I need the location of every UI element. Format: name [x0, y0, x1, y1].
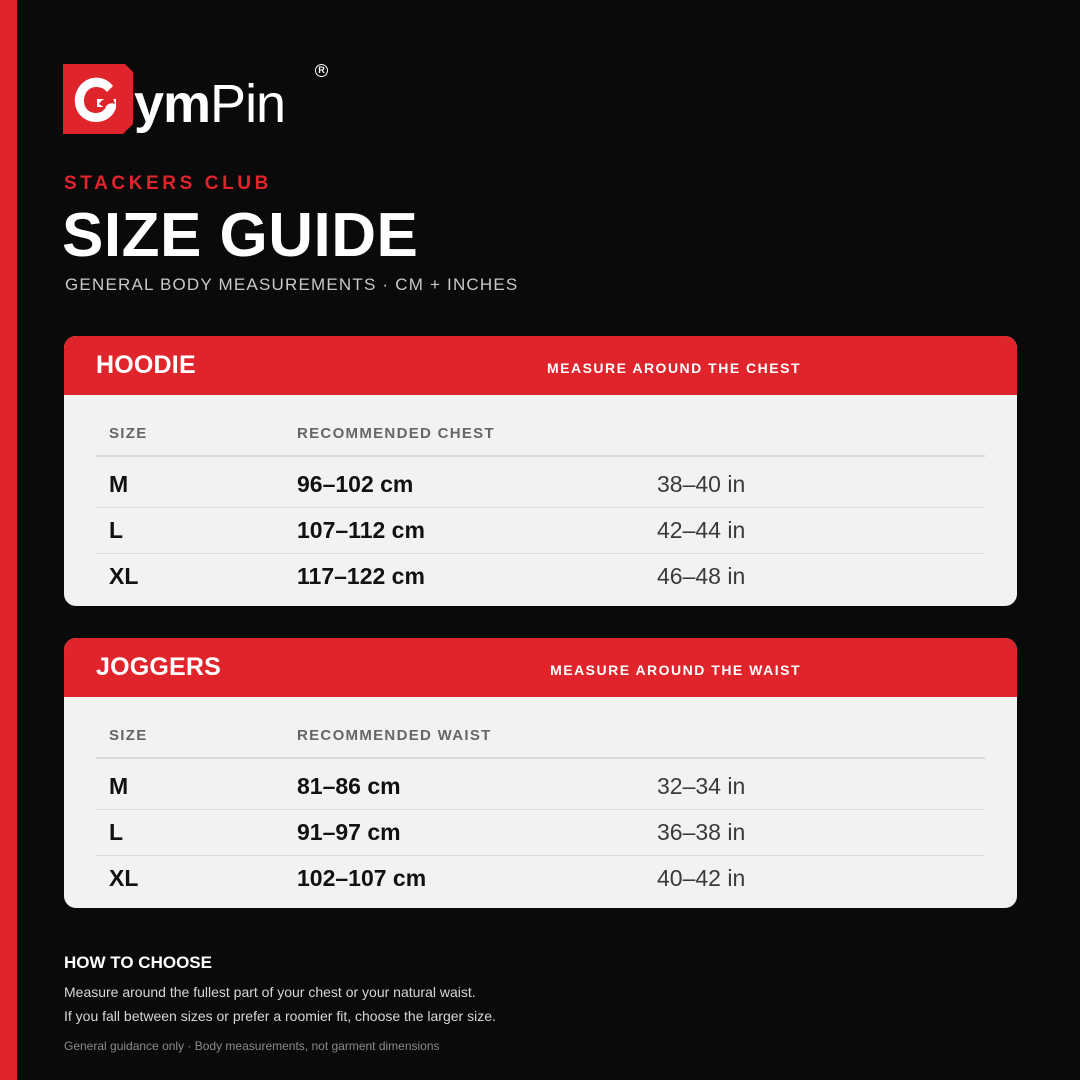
column-header-recommended: RECOMMENDED CHEST	[297, 425, 495, 442]
table-row	[96, 809, 985, 855]
hoodie-card-header	[64, 336, 1017, 395]
cm-cell: 91–97 cm	[297, 819, 401, 845]
table-header-divider	[96, 757, 985, 759]
table-row	[96, 855, 985, 901]
inch-cell: 40–42 in	[657, 865, 746, 891]
gympin-g-logo-icon	[63, 64, 133, 134]
size-cell: M	[109, 471, 129, 497]
size-cell: L	[109, 517, 124, 543]
column-header-recommended: RECOMMENDED WAIST	[297, 727, 492, 744]
hoodie-size-table	[64, 395, 1017, 606]
table-header-divider	[96, 455, 985, 457]
inch-cell: 46–48 in	[657, 563, 746, 589]
inch-cell: 36–38 in	[657, 819, 746, 845]
hoodie-card-title: HOODIE	[96, 351, 196, 379]
column-header-size: SIZE	[109, 425, 148, 442]
registered-mark: R	[315, 64, 328, 77]
logo-wordmark	[134, 76, 285, 132]
how-to-choose-text-1: Measure around the fullest part of your chest or your natural waist.	[64, 984, 476, 1000]
page-subtitle: GENERAL BODY MEASUREMENTS · CM + INCHES	[65, 275, 519, 294]
joggers-size-table	[64, 697, 1017, 908]
hoodie-measure-instruction: MEASURE AROUND THE CHEST	[546, 360, 801, 376]
cm-cell: 117–122 cm	[297, 563, 425, 589]
joggers-card-header	[64, 638, 1017, 697]
table-row	[96, 553, 985, 599]
inch-cell: 38–40 in	[657, 471, 746, 497]
disclaimer-fineprint: General guidance only · Body measurements, not garment dimensions	[64, 1039, 440, 1053]
column-header-size: SIZE	[109, 727, 148, 744]
joggers-measure-instruction: MEASURE AROUND THE WAIST	[550, 662, 801, 678]
left-accent-bar	[0, 0, 17, 1080]
cm-cell: 81–86 cm	[297, 773, 401, 799]
table-row	[96, 507, 985, 553]
size-cell: XL	[109, 563, 139, 589]
how-to-choose-text-2: If you fall between sizes or prefer a roomier fit, choose the larger size.	[64, 1008, 496, 1024]
eyebrow-label: STACKERS CLUB	[64, 173, 272, 194]
how-to-choose-heading: HOW TO CHOOSE	[64, 953, 212, 972]
cm-cell: 96–102 cm	[297, 471, 414, 497]
cm-cell: 102–107 cm	[297, 865, 427, 891]
size-cell: M	[109, 773, 129, 799]
page-title: SIZE GUIDE	[62, 201, 419, 270]
brand-logo	[63, 64, 325, 134]
inch-cell: 42–44 in	[657, 517, 746, 543]
logo-wordmark-light: Pin	[210, 74, 286, 134]
table-row	[96, 461, 985, 507]
joggers-size-card	[64, 638, 1017, 908]
size-cell: XL	[109, 865, 139, 891]
logo-wordmark-bold: ym	[134, 74, 211, 134]
hoodie-size-card	[64, 336, 1017, 606]
table-row	[96, 763, 985, 809]
size-cell: L	[109, 819, 124, 845]
joggers-card-title: JOGGERS	[96, 653, 222, 681]
cm-cell: 107–112 cm	[297, 517, 425, 543]
inch-cell: 32–34 in	[657, 773, 746, 799]
